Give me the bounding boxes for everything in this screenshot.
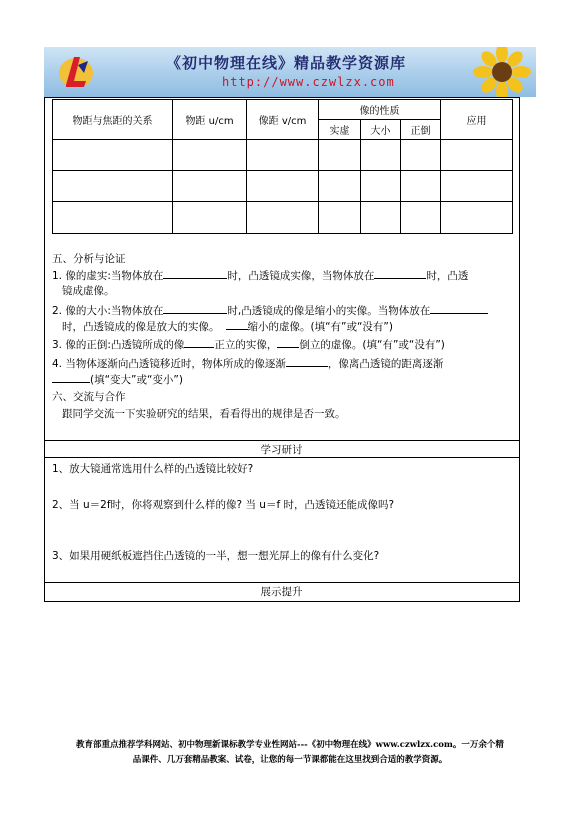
header-real-virtual: 实虚	[319, 120, 361, 140]
answer-blank[interactable]	[184, 337, 214, 348]
answer-blank[interactable]	[277, 337, 299, 348]
section5-heading: 五、分析与论证	[52, 253, 126, 265]
table-cell[interactable]	[247, 202, 319, 234]
q3-text-b: 正立的实像，	[214, 339, 278, 351]
section6-heading: 六、交流与合作	[52, 391, 126, 403]
q1-text-b: 时，凸透镜成实像，当物体放在	[227, 270, 375, 282]
table-row	[53, 140, 513, 171]
answer-blank[interactable]	[163, 268, 227, 279]
table-cell[interactable]	[361, 171, 401, 202]
header-orientation: 正倒	[401, 120, 441, 140]
q3-text-c: 倒立的虚像。(填“有”或“没有”)	[299, 339, 445, 351]
q1-text-c: 时，凸透	[426, 270, 469, 282]
question-3	[52, 337, 445, 352]
question-1	[52, 268, 468, 283]
table-cell[interactable]	[173, 140, 247, 171]
table-cell[interactable]	[247, 171, 319, 202]
table-cell[interactable]	[441, 140, 513, 171]
show-title: 展示提升	[260, 586, 303, 598]
table-cell[interactable]	[361, 202, 401, 234]
section6-body: 跟同学交流一下实验研究的结果，看看得出的规律是否一致。	[62, 408, 346, 420]
q4-text-b: ，像离凸透镜的距离逐渐	[327, 358, 444, 370]
table-cell[interactable]	[401, 140, 441, 171]
table-cell[interactable]	[53, 202, 173, 234]
study-question-1: 1、放大镜通常选用什么样的凸透镜比较好?	[52, 463, 254, 475]
answer-blank[interactable]	[374, 268, 426, 279]
q2-text-d: 缩小的虚像。(填“有”或“没有”)	[247, 321, 393, 333]
question-4	[52, 356, 443, 371]
table-cell[interactable]	[319, 202, 361, 234]
study-question-3: 3、如果用硬纸板遮挡住凸透镜的一半，想一想光屏上的像有什么变化?	[52, 550, 380, 562]
table-cell[interactable]	[441, 171, 513, 202]
table-cell[interactable]	[53, 140, 173, 171]
header-object-distance: 物距 u/cm	[173, 100, 247, 140]
table-cell[interactable]	[247, 140, 319, 171]
q2-text-a: 2. 像的大小:当物体放在	[52, 305, 164, 317]
question-2	[52, 303, 488, 318]
footer-note	[40, 738, 540, 768]
header-banner	[44, 47, 536, 97]
study-question-2: 2、当 u＝2f时，你将观察到什么样的像? 当 u＝f 时，凸透镜还能成像吗?	[52, 499, 395, 511]
answer-blank[interactable]	[52, 372, 90, 383]
header-size: 大小	[361, 120, 401, 140]
divider	[44, 440, 519, 441]
divider	[44, 457, 519, 458]
header-image-nature: 像的性质	[319, 100, 441, 120]
table-cell[interactable]	[173, 202, 247, 234]
header-application: 应用	[441, 100, 513, 140]
header-image-distance: 像距 v/cm	[247, 100, 319, 140]
answer-blank[interactable]	[163, 303, 227, 314]
divider	[44, 582, 519, 583]
experiment-table	[52, 99, 513, 234]
q4-text-a: 4. 当物体逐渐向凸透镜移近时，物体所成的像逐渐	[52, 358, 286, 370]
q2-text-b: 时,凸透镜成的像是缩小的实像。当物体放在	[227, 305, 431, 317]
question-4-cont	[52, 372, 183, 387]
table-cell[interactable]	[319, 140, 361, 171]
q3-text-a: 3. 像的正倒:凸透镜所成的像	[52, 339, 185, 351]
answer-blank[interactable]	[226, 319, 248, 330]
study-title: 学习研讨	[260, 444, 303, 456]
answer-blank[interactable]	[286, 356, 328, 367]
table-row	[53, 171, 513, 202]
table-row	[53, 202, 513, 234]
table-cell[interactable]	[361, 140, 401, 171]
table-cell[interactable]	[401, 202, 441, 234]
table-cell[interactable]	[53, 171, 173, 202]
footer-line-2: 品课件、几万套精品教案、试卷，让您的每一节课都能在这里找到合适的教学资源。	[132, 755, 448, 765]
banner-title: 《初中物理在线》精品教学资源库	[166, 54, 407, 72]
header-relation: 物距与焦距的关系	[53, 100, 173, 140]
table-cell[interactable]	[173, 171, 247, 202]
table-cell[interactable]	[441, 202, 513, 234]
table-cell[interactable]	[401, 171, 441, 202]
q1-text-a: 1. 像的虚实:当物体放在	[52, 270, 164, 282]
footer-line-1: 教育部重点推荐学科网站、初中物理新课标教学专业性网站---《初中物理在线》www.czwlzx.com。一万余个精	[76, 740, 504, 750]
q4-text-c: (填“变大”或“变小”)	[90, 374, 183, 386]
answer-blank[interactable]	[430, 303, 488, 314]
question-2-cont	[62, 319, 393, 334]
table-cell[interactable]	[319, 171, 361, 202]
logo-icon	[52, 51, 96, 93]
q1-text-d: 镜成虚像。	[62, 285, 115, 297]
banner-url: http://www.czwlzx.com	[222, 75, 395, 89]
q2-text-c: 时，凸透镜成的像是放大的实像。	[62, 321, 220, 333]
sunflower-icon	[462, 47, 532, 97]
